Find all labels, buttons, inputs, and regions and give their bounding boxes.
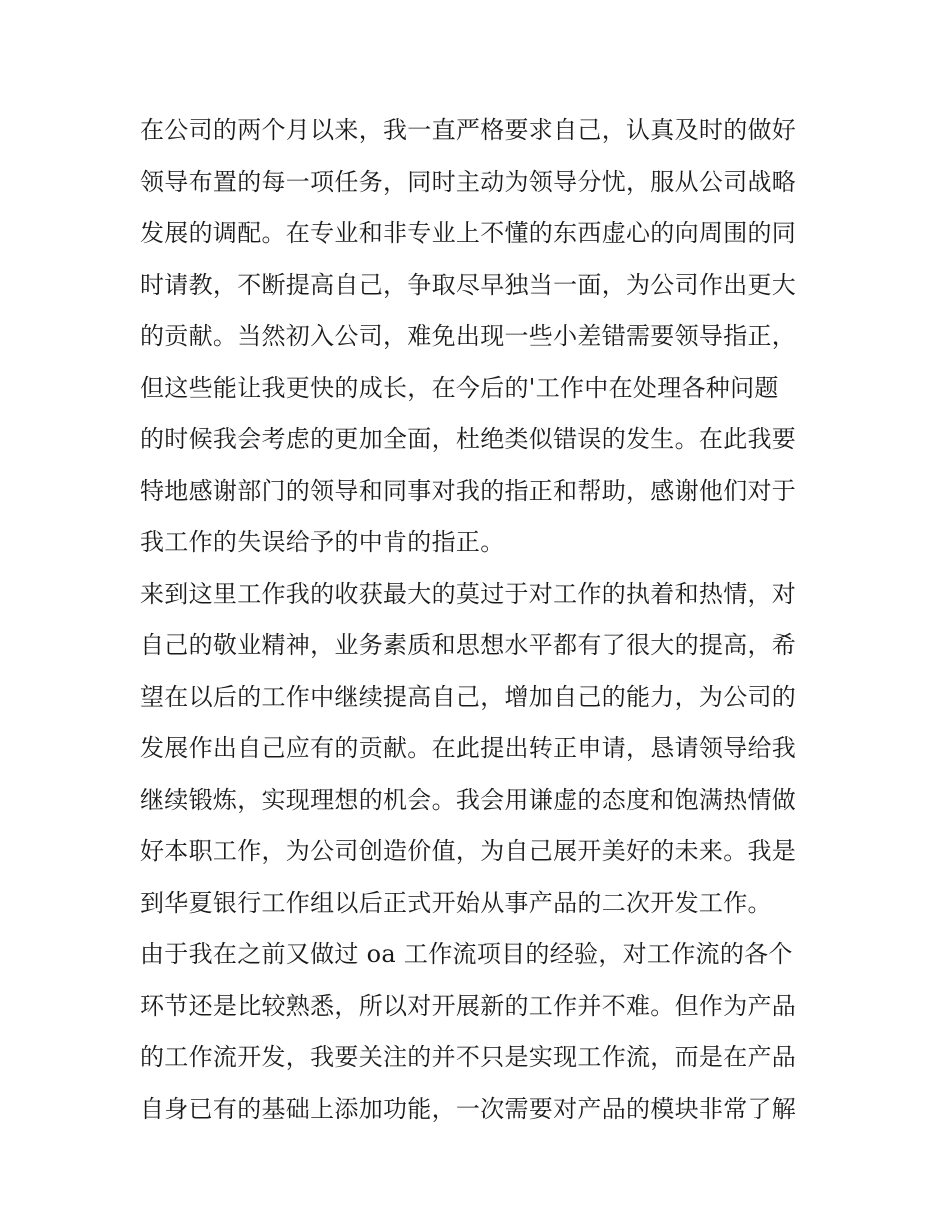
text-line: 到华夏银行工作组以后正式开始从事产品的二次开发工作。 — [140, 888, 772, 917]
text-line: 特地感谢部门的领导和同事对我的指正和帮助，感谢他们对于 — [140, 476, 797, 505]
document-body — [140, 105, 820, 1135]
text-line: 继续锻炼，实现理想的机会。我会用谦虚的态度和饱满热情做 — [140, 785, 797, 814]
text-line: 发展的调配。在专业和非专业上不懂的东西虚心的向周围的同 — [140, 219, 797, 247]
text-line: 时请教，不断提高自己，争取尽早独当一面，为公司作出更大 — [140, 270, 797, 299]
text-line: 自己的敬业精神，业务素质和思想水平都有了很大的提高，希 — [140, 631, 797, 659]
text-line: 来到这里工作我的收获最大的莫过于对工作的执着和热情，对 — [140, 579, 797, 608]
text-line: 但这些能让我更快的成长，在今后的'工作中在处理各种问题 — [140, 373, 779, 402]
text-line: 好本职工作，为公司创造价值，为自己展开美好的未来。我是 — [140, 837, 797, 865]
text-line: 的时候我会考虑的更加全面，杜绝类似错误的发生。在此我要 — [140, 425, 797, 453]
text-line: 我工作的失误给予的中肯的指正。 — [140, 528, 505, 556]
text-line: 望在以后的工作中继续提高自己，增加自己的能力，为公司的 — [140, 682, 797, 711]
text-line: 环节还是比较熟悉，所以对开展新的工作并不难。但作为产品 — [140, 991, 797, 1020]
text-line: 自身已有的基础上添加功能，一次需要对产品的模块非常了解 — [140, 1094, 797, 1123]
text-line: 发展作出自己应有的贡献。在此提出转正申请，恳请领导给我 — [140, 734, 797, 762]
text-line: 由于我在之前又做过 oa 工作流项目的经验，对工作流的各个 — [140, 940, 793, 968]
text-line: 的贡献。当然初入公司，难免出现一些小差错需要领导指正， — [140, 322, 797, 350]
text-line: 在公司的两个月以来，我一直严格要求自己，认真及时的做好 — [140, 116, 797, 144]
text-line: 领导布置的每一项任务，同时主动为领导分忧，服从公司战略 — [140, 167, 797, 196]
text-line: 的工作流开发，我要关注的并不只是实现工作流，而是在产品 — [140, 1043, 797, 1071]
